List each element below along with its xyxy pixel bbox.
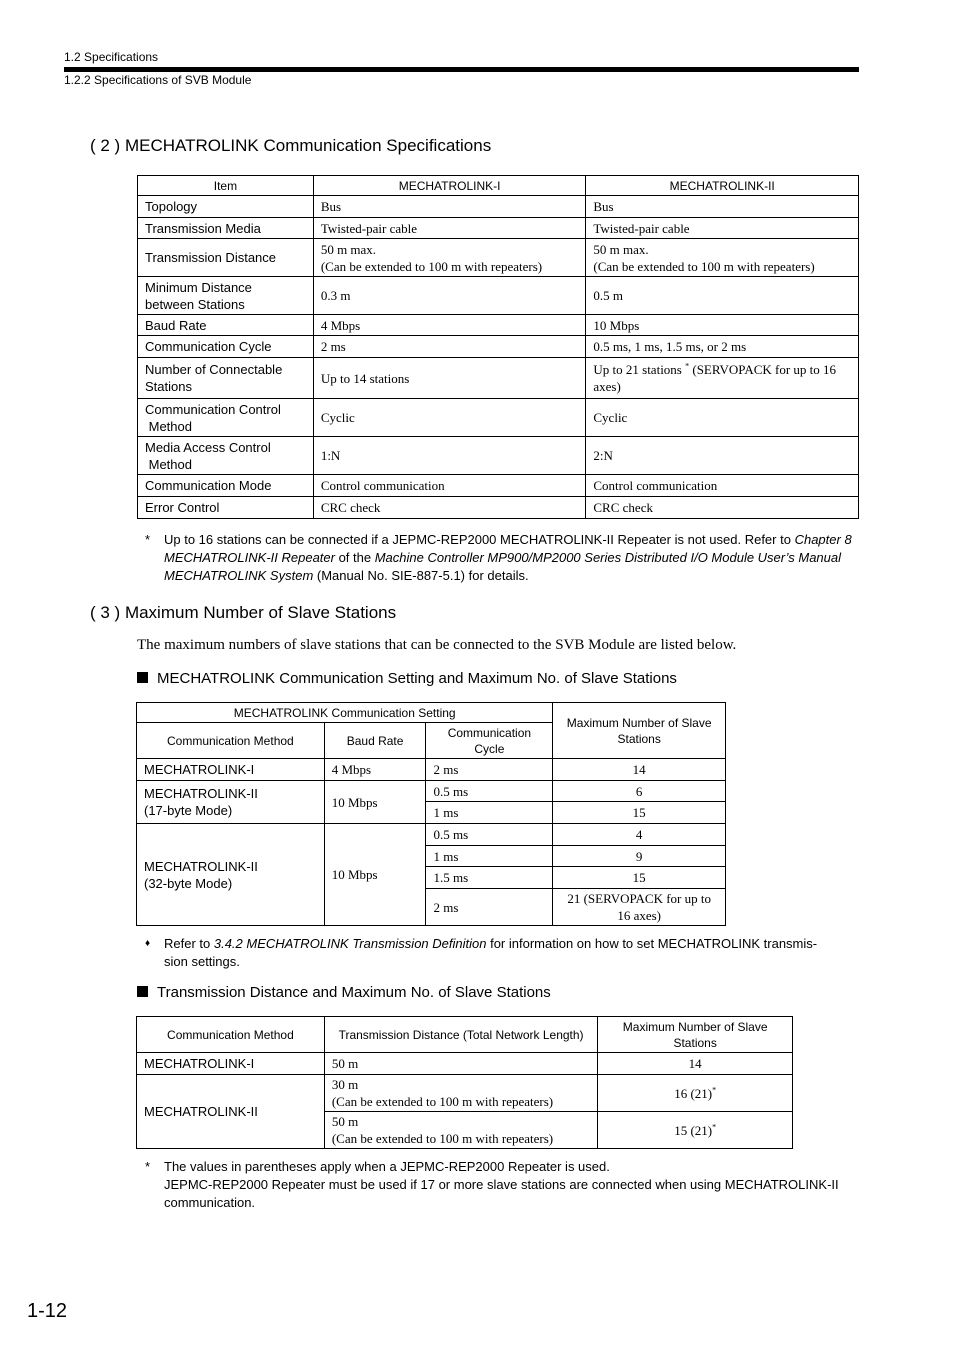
cell-m1: 1:N [313,437,586,475]
table-row [137,781,726,802]
row-label: Transmission Media [138,218,314,239]
cell-line: Method [145,456,192,472]
footnote-mark: * [145,532,151,547]
table1-heading-text: MECHATROLINK Communication Setting and Maximum No. of Slave Stations [157,670,677,687]
cell-line: Minimum Distance [145,279,252,295]
cell-distance [324,1075,598,1112]
cell-m2 [586,239,859,277]
cell-m2: Twisted-pair cable [586,218,859,239]
footnote-line: communication. [164,1195,256,1210]
row-label [138,277,314,315]
table2-heading-text: Transmission Distance and Maximum No. of Slave Stations [157,984,551,1001]
slave-stations-table [136,702,726,926]
cell-line: (Can be extended to 100 m with repeaters) [331,1094,554,1109]
table-row [138,315,859,336]
footnote-part: of the [334,550,375,565]
cell-line: Communication Control [145,401,281,417]
table2-heading [137,984,551,1001]
footnote-mark: * [712,1085,717,1095]
cell-cycle: 1 ms [426,846,553,867]
cell-cycle: 2 ms [426,759,553,781]
col-header-method: Communication Method [137,1017,325,1053]
row-label: Transmission Distance [138,239,314,277]
col-header-m2: MECHATROLINK-II [586,176,859,196]
cell-line: MECHATROLINK-II [144,858,258,874]
col-header-distance: Transmission Distance (Total Network Length) [324,1017,598,1053]
cell-max: 14 [598,1053,793,1075]
footnote-line: JEPMC-REP2000 Repeater must be used if 17 or more slave stations are connected when using MECHATROLINK-II [164,1177,839,1192]
table-row [138,399,859,437]
col-header-method: Communication Method [137,723,325,759]
diamond-bullet-icon: ♦ [145,938,151,949]
cell-max: 15 [553,802,726,824]
group-header: MECHATROLINK Communication Setting [137,703,553,723]
col-header-max: Maximum Number of Slave Stations [598,1017,793,1053]
cell-line: 50 m max. [320,241,377,257]
row-label: Baud Rate [138,315,314,336]
cell-m2: 2:N [586,437,859,475]
cell-baud: 4 Mbps [324,759,426,781]
square-bullet-icon [137,672,148,683]
cell-max: 4 [553,824,726,846]
footnote-mark: * [712,1122,717,1132]
running-header-section: 1.2 Specifications [64,50,159,64]
cell-line: Method [145,418,192,434]
cell-method: MECHATROLINK-II [137,1075,325,1149]
footnote-ref: Chapter 8 MECHATROLINK-II Repeater [164,532,852,565]
cell-line: (17-byte Mode) [144,803,233,818]
cell-line: Number of Connectable [145,362,283,377]
cell-max: 14 [553,759,726,781]
note-part: Refer to [164,936,214,951]
cell-line: 50 m [331,1114,359,1129]
cell-baud: 10 Mbps [324,824,426,926]
running-header-subsection: 1.2.2 Specifications of SVB Module [64,73,252,87]
note-text [164,935,859,971]
cell-m1: Cyclic [313,399,586,437]
cell-m1: 2 ms [313,336,586,358]
header-rule [64,67,859,72]
footnote-line: The values in parentheses apply when a JEPMC-REP2000 Repeater is used. [164,1159,610,1174]
cell-m1: 0.3 m [313,277,586,315]
note-ref: 3.4.2 MECHATROLINK Transmission Definition [213,936,487,951]
cell-cycle: 1.5 ms [426,867,553,889]
col-header-m1: MECHATROLINK-I [313,176,586,196]
row-label [138,358,314,399]
row-label: Topology [138,196,314,218]
table-row [138,475,859,497]
square-bullet-icon [137,986,148,997]
cell-line: between Stations [145,296,245,312]
table-row [138,437,859,475]
cell-m1: CRC check [313,497,586,519]
cell-max: 15 [553,867,726,889]
table1-heading [137,670,677,687]
cell-cycle: 0.5 ms [426,781,553,802]
cell-method [137,824,325,926]
note-part: sion settings. [164,954,240,969]
table-row [137,824,726,846]
footnote-mark: * [685,361,690,371]
row-label: Communication Cycle [138,336,314,358]
footnote-ref: Machine Controller MP900/MP2000 Series Distributed I/O Module User’s Manual MECHATROLINK System [164,550,842,583]
cell-cycle: 0.5 ms [426,824,553,846]
cell-text: (SERVOPACK for up to 16 axes) [593,362,837,394]
cell-text: 15 (21) [674,1122,713,1138]
cell-line: 16 axes) [617,908,661,923]
cell-max: 9 [553,846,726,867]
cell-max [553,889,726,926]
cell-m2: Control communication [586,475,859,497]
table-row [137,1053,793,1075]
cell-cycle: 2 ms [426,889,553,926]
cell-line: (Can be extended to 100 m with repeaters) [593,258,815,274]
table-row [137,759,726,781]
table-row [138,196,859,218]
cell-m1: 4 Mbps [313,315,586,336]
cell-line: (32-byte Mode) [144,875,233,891]
row-label [138,399,314,437]
cell-max [598,1075,793,1112]
footnote-mark: * [145,1159,151,1174]
section-3-title: ( 3 ) Maximum Number of Slave Stations [90,603,397,622]
section-3-intro: The maximum numbers of slave stations that can be connected to the SVB Module are listed below. [137,637,737,653]
cell-m1: Up to 14 stations [313,358,586,399]
cell-m2: 0.5 ms, 1 ms, 1.5 ms, or 2 ms [586,336,859,358]
cell-m1 [313,239,586,277]
cell-line: Media Access Control [145,439,271,455]
col-header-item: Item [138,176,314,196]
row-label [138,437,314,475]
cell-line: MECHATROLINK-II [144,786,258,801]
row-label: Error Control [138,497,314,519]
table-row [138,497,859,519]
cell-method: MECHATROLINK-I [137,759,325,781]
note-part: for information on how to set MECHATROLINK transmis- [486,936,818,951]
row-label: Communication Mode [138,475,314,497]
table-row [138,277,859,315]
cell-text: Up to 21 stations [593,362,682,377]
comm-spec-table [137,175,859,519]
col-header-cycle: Communication Cycle [426,723,553,759]
cell-line: (Can be extended to 100 m with repeaters) [331,1131,554,1146]
cell-line: 50 m max. [593,241,649,257]
cell-distance: 50 m [324,1053,598,1075]
cell-line: (Can be extended to 100 m with repeaters) [320,258,543,274]
table-row [138,358,859,399]
table-row [138,336,859,358]
distance-table [136,1016,793,1149]
cell-m2: Bus [586,196,859,218]
table-row [138,239,859,277]
col-header-baud: Baud Rate [324,723,426,759]
footnote-part: (Manual No. SIE-887-5.1) for details. [313,568,529,583]
cell-baud: 10 Mbps [324,781,426,824]
cell-m1: Twisted-pair cable [313,218,586,239]
cell-line: 21 (SERVOPACK for up to [567,891,711,906]
footnote-part: Up to 16 stations can be connected if a JEPMC-REP2000 MECHATROLINK-II Repeater is not used. Refer to [164,532,791,547]
footnote-text [164,531,864,585]
cell-max [598,1112,793,1149]
section-2-title: ( 2 ) MECHATROLINK Communication Specifications [90,136,492,155]
table-row [137,1075,793,1112]
cell-method [137,781,325,824]
cell-m2: 0.5 m [586,277,859,315]
cell-m2 [586,358,859,399]
cell-m2: Cyclic [586,399,859,437]
footnote-text [164,1158,864,1212]
col-header-max: Maximum Number of Slave Stations [553,703,726,759]
cell-distance [324,1112,598,1149]
cell-m1: Control communication [313,475,586,497]
cell-line: Stations [145,379,192,394]
cell-m2: CRC check [586,497,859,519]
cell-line: 30 m [331,1077,359,1092]
cell-text: 16 (21) [674,1085,713,1101]
table-row [138,218,859,239]
cell-cycle: 1 ms [426,802,553,824]
page-number: 1-12 [27,1300,68,1322]
cell-max: 6 [553,781,726,802]
cell-m2: 10 Mbps [586,315,859,336]
cell-method: MECHATROLINK-I [137,1053,325,1075]
cell-m1: Bus [313,196,586,218]
